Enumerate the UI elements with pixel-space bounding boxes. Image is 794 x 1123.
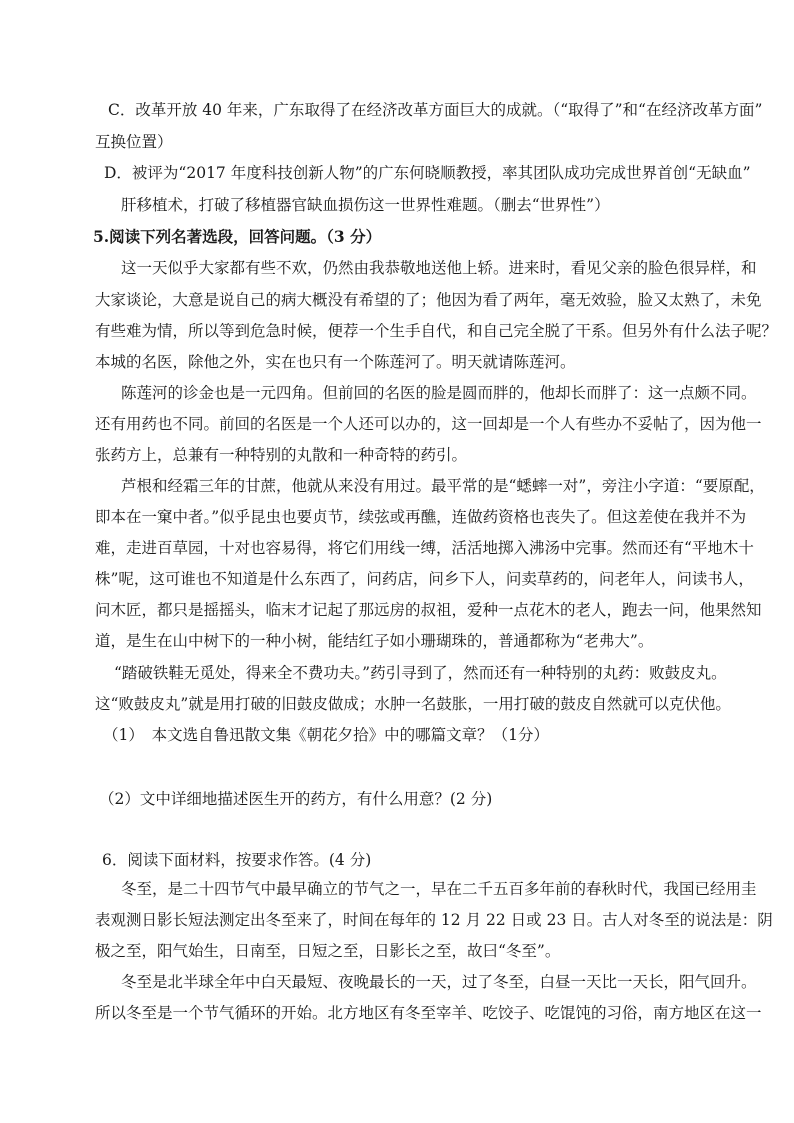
passage-line: 张药方上，总兼有一种特别的丸散和一种奇特的药引。 — [95, 446, 468, 464]
question-5-heading: 5.阅读下列名著选段，回答问题。（3 分） — [93, 227, 382, 246]
passage-line: 株”呢，这可谁也不知道是什么东西了，问药店，问乡下人，问卖草药的，问老年人，问读书人， — [95, 570, 754, 588]
passage-line: 陈莲河的诊金也是一元四角。但前回的名医的脸是圆而胖的，他却长而胖了：这一点颇不同。 — [121, 384, 757, 402]
passage-line: 大家谈论，大意是说自己的病大概没有希望的了；他因为看了两年，毫无效验，脸又太熟了，未免 — [95, 291, 762, 309]
option-c-line-1: C．改革开放 40 年来，广东取得了在经济改革方面巨大的成就。（“取得了”和“在经济改革方面” — [108, 101, 763, 119]
passage-line: 难，走进百草园，十对也容易得，将它们用线一缚，活活地掷入沸汤中完事。然而还有“平地木十 — [95, 539, 754, 557]
option-d-line-2: 肝移植术，打破了移植器官缺血损伤这一世界性难题。（删去“世界性”） — [121, 196, 610, 214]
question-6-heading: 6．阅读下面材料，按要求作答。(4 分) — [102, 851, 372, 869]
passage-line: 这“败鼓皮丸”就是用打破的旧鼓皮做成；水肿一名鼓胀，一用打破的鼓皮自然就可以克伏他。 — [95, 695, 731, 713]
option-c-line-2: 互换位置） — [95, 133, 173, 151]
sub-question-1: （1） 本文选自鲁迅散文集《朝花夕拾》中的哪篇文章？（1分） — [103, 726, 549, 744]
material-line: 表观测日影长短法测定出冬至来了，时间在每年的 12 月 22 日或 23 日。古人对冬至的说法是：阴 — [95, 911, 773, 929]
passage-line: 问木匠，都只是摇摇头，临末才记起了那远房的叔祖，爱种一点花木的老人，跑去一问，他果然知 — [95, 601, 762, 619]
sub-question-2: （2）文中详细地描述医生开的药方，有什么用意？(2 分) — [99, 790, 493, 808]
passage-line: “踏破铁鞋无觅处，得来全不费功夫。”药引寻到了，然而还有一种特别的丸药：败鼓皮丸。 — [114, 664, 727, 682]
passage-line: 道，是生在山中树下的一种小树，能结红子如小珊瑚珠的，普通都称为“老弗大”。 — [95, 632, 654, 650]
passage-line: 本城的名医，除他之外，实在也只有一个陈莲河了。明天就请陈莲河。 — [95, 353, 576, 371]
material-line: 极之至，阳气始生，日南至，日短之至，日影长之至，故曰“冬至”。 — [95, 942, 561, 960]
material-line: 所以冬至是一个节气循环的开始。北方地区有冬至宰羊、吃饺子、吃馄饨的习俗，南方地区在这一 — [95, 1004, 762, 1022]
passage-line: 还有用药也不同。前回的名医是一个人还可以办的，这一回却是一个人有些办不妥帖了，因为他一 — [95, 415, 762, 433]
passage-line: 即本在一窠中者。”似乎昆虫也要贞节，续弦或再醮，连做药资格也丧失了。但这差使在我并不为 — [95, 508, 747, 526]
passage-line: 这一天似乎大家都有些不欢，仍然由我恭敬地送他上轿。进来时，看见父亲的脸色很异样，和 — [121, 259, 757, 277]
material-line: 冬至是北半球全年中白天最短、夜晚最长的一天，过了冬至，白昼一天比一天长，阳气回升。 — [121, 973, 757, 991]
passage-line: 有些难为情，所以等到危急时候，便荐一个生手自代，和自己完全脱了干系。但另外有什么法子呢？ — [95, 322, 778, 340]
option-d-line-1: D．被评为“2017 年度科技创新人物”的广东何晓顺教授，率其团队成功完成世界首创“无缺血” — [104, 164, 751, 182]
passage-line: 芦根和经霜三年的甘蔗，他就从来没有用过。最平常的是“蟋蟀一对”，旁注小字道：“要原配， — [121, 477, 765, 495]
material-line: 冬至，是二十四节气中最早确立的节气之一，早在二千五百多年前的春秋时代，我国已经用圭 — [121, 880, 757, 898]
